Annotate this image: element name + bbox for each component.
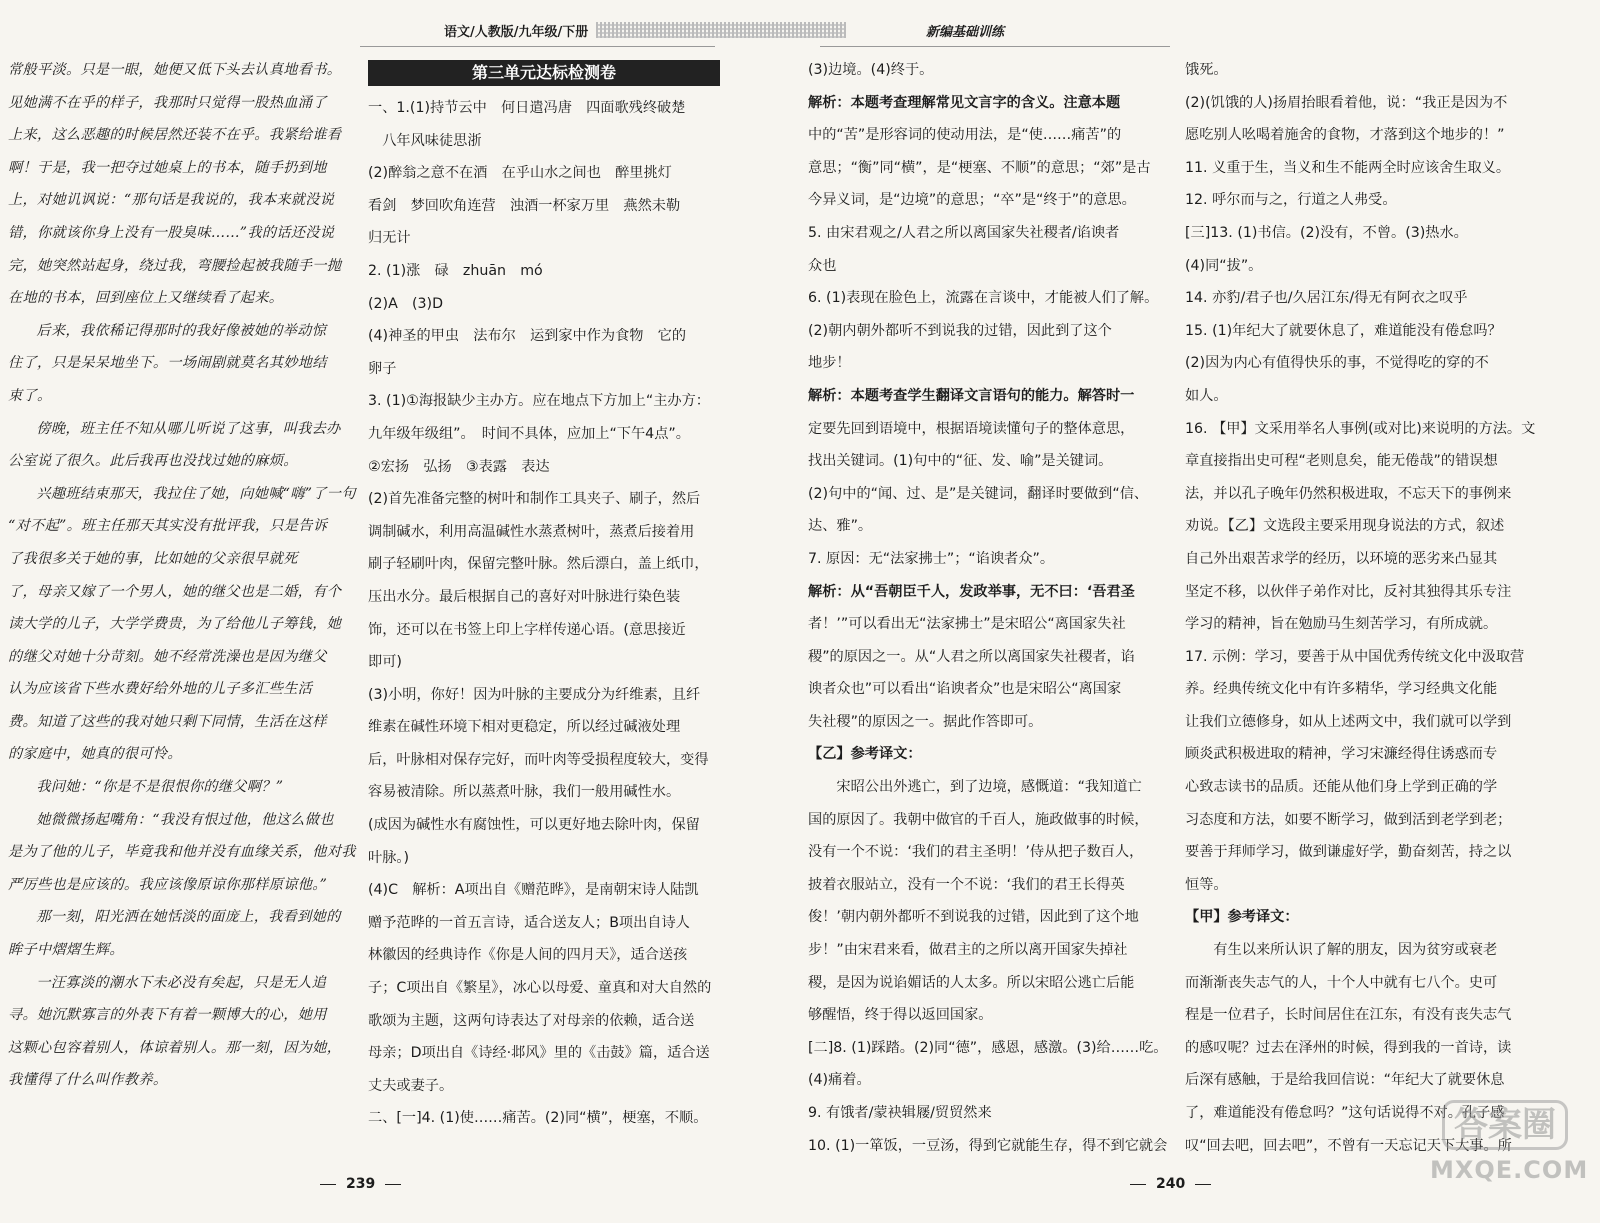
text-line: 中的“苦”是形容词的使动用法，是“使……痛苦”的 [808,127,1122,144]
text-line: 俊！’朝内朝外都听不到说我的过错，因此到了这个地 [808,909,1139,926]
text-line: 后深有感触，于是给我回信说：“年纪大了就要休息 [1185,1072,1505,1089]
header-decoration [596,22,846,38]
text-line: 12. 呼尔而与之，行道之人弗受。 [1185,192,1397,209]
text-line: 没有一个不说：‘我们的君主圣明！’侍从把子数百人， [808,844,1144,861]
text-line: 章直接指出史可程“老则息矣，能无倦哉”的错误想 [1185,453,1498,470]
text-line: 九年级年级组”。 时间不具体，应加上“下午4点”。 [368,425,690,442]
text-line: 者！’”可以看出无“法家拂士”是宋昭公“离国家失社 [808,616,1126,633]
text-line: 她微微扬起嘴角：“我没有恨过他，他这么做也 [36,811,334,828]
text-line: (2)朝内朝外都听不到说我的过错，因此到了这个 [808,322,1112,339]
text-line: 愿吃别人吆喝着施舍的食物，才落到这个地步的！” [1185,127,1505,144]
text-line: 步！”由宋君来看，做君主的之所以离开国家失掉社 [808,942,1128,959]
text-line: ②宏扬 弘扬 ③表露 表达 [368,458,550,475]
text-line: 那一刻，阳光洒在她恬淡的面庞上，我看到她的 [36,909,341,926]
text-line: [二]8. (1)踩踏。(2)同“德”，感恩，感激。(3)给……吃。 [808,1039,1168,1056]
header-subject: 语文/人教版/九年级/下册 [444,24,589,40]
text-line: 7. 原因：无“法家拂士”；“谄谀者众”。 [808,550,1055,567]
text-line: 解析：本题考查理解常见文言字的含义。注意本题 [808,94,1121,111]
text-line: 八年风味徒思浙 [368,132,482,149]
text-line: 公室说了很久。此后我再也没找过她的麻烦。 [8,453,298,470]
text-line: 二、[一]4. (1)使……痛苦。(2)同“横”，梗塞，不顺。 [368,1110,708,1127]
left-page-column-1 [8,54,360,1164]
text-line: 坚定不移，以伙伴子弟作对比，反衬其独得其乐专注 [1185,583,1512,600]
text-line: 后来，我依稀记得那时的我好像被她的举动惊 [36,322,327,339]
text-line: 达、雅”。 [808,518,873,535]
text-line: 【乙】参考译文： [808,746,922,763]
text-line: 如人。 [1185,387,1228,404]
text-line: 归无计 [368,230,411,247]
text-line: 叹“回去吧，回去吧”，不曾有一天忘记天下大事。所 [1185,1137,1512,1154]
text-line: 傍晚，班主任不知从哪儿听说了这事，叫我去办 [36,420,341,437]
text-line: (2)首先准备完整的树叶和制作工具夹子、刷子，然后 [368,491,701,508]
text-line: (2)句中的“闻、过、是”是关键词，翻译时要做到“信、 [808,485,1149,502]
text-line: (3)边境。(4)终于。 [808,62,934,78]
text-line: 失社稷”的原因之一。据此作答即可。 [808,713,1043,730]
text-line: 习态度和方法，如要不断学习，做到活到老学到老； [1185,811,1512,828]
text-line: (4)C 解析：A项出自《赠范晔》，是南朝宋诗人陆凯 [368,882,699,899]
text-line: 饿死。 [1185,62,1228,78]
text-line: 9. 有饿者/蒙袂辑屦/贸贸然来 [808,1105,992,1121]
text-line: 稷，是因为说谄媚话的人太多。所以宋昭公逃亡后能 [808,974,1135,991]
text-line: 程是一位君子，长时间居住在江东，有没有丧失志气 [1185,1007,1512,1024]
text-line: 调制碱水，利用高温碱性水蒸煮树叶，蒸煮后接着用 [368,523,695,540]
text-line: 解析：本题考查学生翻译文言语句的能力。解答时一 [808,387,1135,404]
text-line: 披着衣服站立，没有一个不说：‘我们的君王长得英 [808,876,1125,893]
text-line: 心致志读书的品质。还能从他们身上学到正确的学 [1185,779,1498,796]
text-line: 众也 [808,257,837,274]
page-number-240: 240 [1130,1176,1211,1192]
text-line: 而渐渐丧失志气的人，十个人中就有七八个。史可 [1185,974,1498,991]
text-line: 上来，这么恶趣的时候居然还装不在乎。我紧给谁看 [8,127,342,144]
text-line: (成因为碱性水有腐蚀性，可以更好地去除叶肉，保留 [368,817,700,834]
text-line: 了我很多关于她的事，比如她的父亲很早就死 [8,550,298,567]
right-header-rule [820,46,1170,47]
text-line: “对不起”。班主任那天其实没有批评我，只是告诉 [8,518,328,535]
text-line: (4)痛着。 [808,1072,871,1089]
text-line: 谀者众也”可以看出“谄谀者众”也是宋昭公“离国家 [808,681,1122,698]
text-line: 费。知道了这些的我对她只剩下同情，生活在这样 [8,713,327,730]
text-line: 维素在碱性环境下相对更稳定，所以经过碱液处理 [368,719,681,736]
text-line: 够醒悟，终于得以返回国家。 [808,1007,993,1024]
text-line: 束了。 [8,387,52,404]
text-line: 17. 示例：学习，要善于从中国优秀传统文化中汲取营 [1185,648,1525,665]
text-line: 丈夫或妻子。 [368,1077,454,1094]
watermark-logo: 答案圈 MXQE.COM [1430,1100,1580,1210]
text-line: (2)醉翁之意不在酒 在乎山水之间也 醉里挑灯 [368,165,672,182]
text-line: 见她满不在乎的样子，我那时只觉得一股热血涌了 [8,94,327,111]
text-line: 的继父对她十分苛刻。她不经常洗澡也是因为继父 [8,648,327,665]
text-line: 6. (1)表现在脸色上，流露在言谈中，才能被人们了解。 [808,290,1159,307]
text-line: 14. 亦豹/君子也/久居江东/得无有阿衣之叹乎 [1185,290,1468,307]
text-line: 顾炎武积极进取的精神，学习宋濂经得住诱惑而专 [1185,746,1498,763]
unit-test-title: 第三单元达标检测卷 [368,60,720,86]
right-page-column-2 [1185,54,1580,1164]
text-line: 劝说。【乙】文选段主要采用现身说法的方式，叙述 [1185,518,1505,535]
text-line: 一汪寡淡的潮水下未必没有矣起，只是无人追 [36,974,327,991]
text-line: 后，叶脉相对保存完好，而叶肉等受损程度较大，变得 [368,751,709,768]
text-line: 卵子 [368,360,397,377]
text-line: 完，她突然站起身，绕过我，弯腰捡起被我随手一抛 [8,257,342,274]
text-line: 啊！于是，我一把夺过她桌上的书本，随手扔到地 [8,159,327,176]
text-line: 常般平淡。只是一眼，她便又低下头去认真地看书。 [8,62,342,78]
text-line: 兴趣班结束那天，我拉住了她，向她喊“嗨”了一句 [36,485,356,502]
text-line: 地步！ [808,355,851,372]
text-line: 的家庭中，她真的很可怜。 [8,746,182,763]
text-line: 2. (1)涨 碌 zhuān mó [368,262,543,279]
text-line: 要善于拜师学习，做到谦虚好学，勤奋刻苦，持之以 [1185,844,1512,861]
text-line: 15. (1)年纪大了就要休息了，难道能没有倦怠吗？ [1185,322,1502,339]
text-line: 在地的书本，回到座位上又继续看了起来。 [8,290,284,307]
text-line: 自己外出艰苦求学的经历，以环境的恶劣来凸显其 [1185,550,1498,567]
text-line: 我懂得了什么叫作教养。 [8,1072,168,1089]
text-line: 【甲】参考译文： [1185,909,1299,926]
text-line: 宋昭公出外逃亡，到了边境，感慨道：“我知道亡 [836,779,1142,796]
page-number-239: 239 [320,1176,401,1192]
text-line: 今异义词，是“边境”的意思；“卒”是“终于”的意思。 [808,192,1136,209]
text-line: 解析：从“吾朝臣千人，发政举事，无不曰：‘吾君圣 [808,583,1135,600]
text-line: 有生以来所认识了解的朋友，因为贫穷或衰老 [1213,942,1498,959]
text-line: 养。经典传统文化中有许多精华，学习经典文化能 [1185,681,1498,698]
text-line: 稷”的原因之一。从“人君之所以离国家失社稷者，谄 [808,648,1135,665]
text-line: (3)小明，你好！因为叶脉的主要成分为纤维素，且纤 [368,686,701,703]
text-line: 这颗心包容着别人，体谅着别人。那一刻，因为她， [8,1039,342,1056]
text-line: 一、1.(1)持节云中 何日遣冯唐 四面歌残终破楚 [368,100,686,116]
text-line: 刷子轻刷叶肉，保留完整叶脉。然后漂白，盖上纸巾， [368,556,709,573]
text-line: 严厉些也是应该的。我应该像原谅你那样原谅他。” [8,876,328,893]
text-line: 10. (1)一箪饭，一豆汤，得到它就能生存，得不到它就会 [808,1137,1168,1154]
text-line: 3. (1)①海报缺少主办方。应在地点下方加上“主办方： [368,393,710,410]
text-line: (2)(饥饿的人)扬眉抬眼看着他，说：“我正是因为不 [1185,94,1508,111]
text-line: (2)A (3)D [368,295,444,312]
text-line: 16. 【甲】文采用举名人事例(或对比)来说明的方法。文 [1185,420,1536,437]
text-line: 压出水分。最后根据自己的喜好对叶脉进行染色装 [368,588,681,605]
header-series: 新编基础训练 [925,24,1004,40]
text-line: (4)同“拔”。 [1185,257,1263,274]
text-line: 让我们立德修身，如从上述两文中，我们就可以学到 [1185,713,1512,730]
text-line: 寻。她沉默寡言的外表下有着一颗博大的心，她用 [8,1007,327,1024]
text-line: 母亲；D项出自《诗经·邶风》里的《击鼓》篇，适合送 [368,1045,710,1062]
text-line: 定要先回到语境中，根据语境读懂句子的整体意思， [808,420,1135,437]
text-line: 5. 由宋君观之/人君之所以离国家失社稷者/谄谀者 [808,224,1120,241]
text-line: 了，母亲又嫁了一个男人，她的继父也是二婚，有个 [8,583,342,600]
text-line: 读大学的儿子，大学学费贵，为了给他儿子筹钱，她 [8,616,342,633]
text-line: 了，难道能没有倦怠吗？”这句话说得不对。孔子感 [1185,1105,1505,1121]
text-line: 错，你就该你身上没有一股臭味……”我的话还没说 [8,224,335,241]
text-line: 认为应该省下些水费好给外地的儿子多汇些生活 [8,681,313,698]
text-line: 11. 义重于生，当义和生不能两全时应该舍生取义。 [1185,159,1511,176]
text-line: 找出关键词。(1)句中的“征、发、喻”是关键词。 [808,453,1113,470]
text-line: 歌颂为主题，这两句诗表达了对母亲的依赖，适合送 [368,1012,695,1029]
text-line: 上，对她讥讽说：“那句话是我说的，我本来就没说 [8,192,335,209]
left-page-column-2 [368,54,720,1164]
text-line: (4)神圣的甲虫 法布尔 运到家中作为食物 它的 [368,328,687,345]
text-line: 眸子中熠熠生辉。 [8,942,124,959]
text-line: 学习的精神，旨在勉励马生刻苦学习，有所成就。 [1185,616,1498,633]
left-header-rule [360,46,715,47]
text-line: 饰，还可以在书签上印上字样传递心语。(意思接近 [368,621,686,638]
text-line: [三]13. (1)书信。(2)没有，不曾。(3)热水。 [1185,224,1468,241]
text-line: 国的原因了。我朝中做官的千百人，施政做事的时候， [808,811,1149,828]
text-line: 住了，只是呆呆地坐下。一场闹剧就莫名其妙地结 [8,355,327,372]
text-line: 子；C项出自《繁星》，冰心以母爱、童真和对大自然的 [368,980,712,997]
text-line: 法，并以孔子晚年仍然积极进取，不忘天下的事例来 [1185,485,1512,502]
text-line: 叶脉。) [368,849,409,866]
text-line: 的感叹呢？过去在泽州的时候，得到我的一首诗，读 [1185,1039,1512,1056]
text-line: 林徽因的经典诗作《你是人间的四月天》，适合送孩 [368,947,688,964]
text-line: 赠予范晔的一首五言诗，适合送友人；B项出自诗人 [368,914,690,931]
text-line: 即可) [368,654,402,671]
text-line: 恒等。 [1185,876,1228,893]
text-line: 容易被清除。所以蒸煮叶脉，我们一般用碱性水。 [368,784,681,801]
text-line: 看剑 梦回吹角连营 浊酒一杯家万里 燕然未勒 [368,197,681,214]
right-page-column-1 [808,54,1168,1164]
page-header [444,18,1004,42]
text-line: 我问她：“你是不是很恨你的继父啊？” [36,779,284,796]
text-line: 是为了他的儿子，毕竟我和他并没有血缘关系，他对我 [8,844,356,861]
text-line: (2)因为内心有值得快乐的事，不觉得吃的穿的不 [1185,355,1489,372]
text-line: 意思；“衡”同“横”，是“梗塞、不顺”的意思；“郊”是古 [808,159,1151,176]
